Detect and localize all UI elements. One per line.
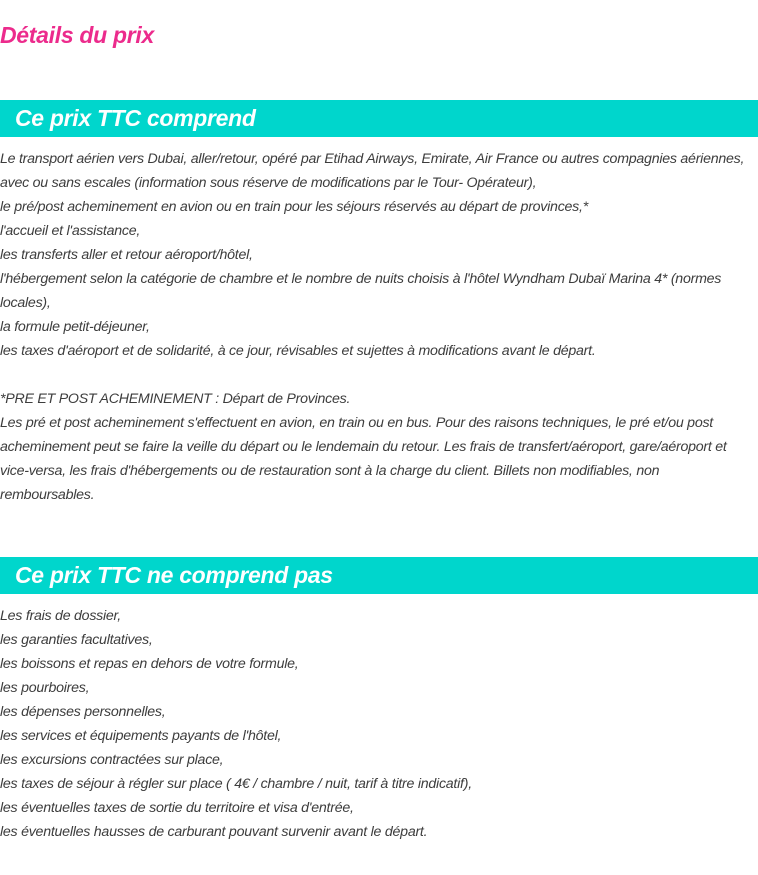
- excluded-item: les pourboires,: [0, 680, 90, 696]
- excluded-item: les éventuelles taxes de sortie du territoire et visa d'entrée,: [0, 800, 354, 816]
- excluded-item: les taxes de séjour à régler sur place ( 4€ / chambre / nuit, tarif à titre indicatif),: [0, 776, 472, 792]
- excluded-item: les services et équipements payants de l'hôtel,: [0, 728, 282, 744]
- included-item: la formule petit-déjeuner,: [0, 319, 150, 335]
- included-item: les taxes d'aéroport et de solidarité, à ce jour, révisables et sujettes à modifications avant le départ.: [0, 343, 596, 359]
- page-title: Détails du prix: [0, 22, 154, 48]
- excluded-item: les boissons et repas en dehors de votre formule,: [0, 656, 299, 672]
- included-item: les transferts aller et retour aéroport/hôtel,: [0, 247, 253, 263]
- excluded-heading: Ce prix TTC ne comprend pas: [0, 557, 758, 594]
- excluded-item: les dépenses personnelles,: [0, 704, 166, 720]
- included-item: Le transport aérien vers Dubai, aller/retour, opéré par Etihad Airways, Emirate, Air France ou autres compagnies aériennes, avec ou sans escales (information sous réserve de modifications par le Tour- Opérateur),: [0, 151, 745, 191]
- note-text: Les pré et post acheminement s'effectuent en avion, en train ou en bus. Pour des raisons techniques, le pré et/ou post acheminement peut se faire la veille du départ ou le lendemain du retour. Les frais de transfert/aéroport, gare/aéroport et vice-versa, les frais d'hébergements ou de restauration sont à la charge du client. Billets non modifiables, non remboursables.: [0, 415, 727, 503]
- included-item: le pré/post acheminement en avion ou en train pour les séjours réservés au départ de provinces,*: [0, 199, 588, 215]
- excluded-item: Les frais de dossier,: [0, 608, 121, 624]
- excluded-section: [0, 604, 756, 844]
- included-item: l'accueil et l'assistance,: [0, 223, 141, 239]
- excluded-item: les éventuelles hausses de carburant pouvant survenir avant le départ.: [0, 824, 428, 840]
- excluded-item: les excursions contractées sur place,: [0, 752, 224, 768]
- spacer: [0, 363, 756, 387]
- included-item: l'hébergement selon la catégorie de chambre et le nombre de nuits choisis à l'hôtel Wyndham Dubaï Marina 4* (normes locales),: [0, 271, 722, 311]
- included-section: [0, 147, 756, 507]
- excluded-item: les garanties facultatives,: [0, 632, 153, 648]
- note-title: *PRE ET POST ACHEMINEMENT : Départ de Provinces.: [0, 391, 351, 407]
- included-heading: Ce prix TTC comprend: [0, 100, 758, 137]
